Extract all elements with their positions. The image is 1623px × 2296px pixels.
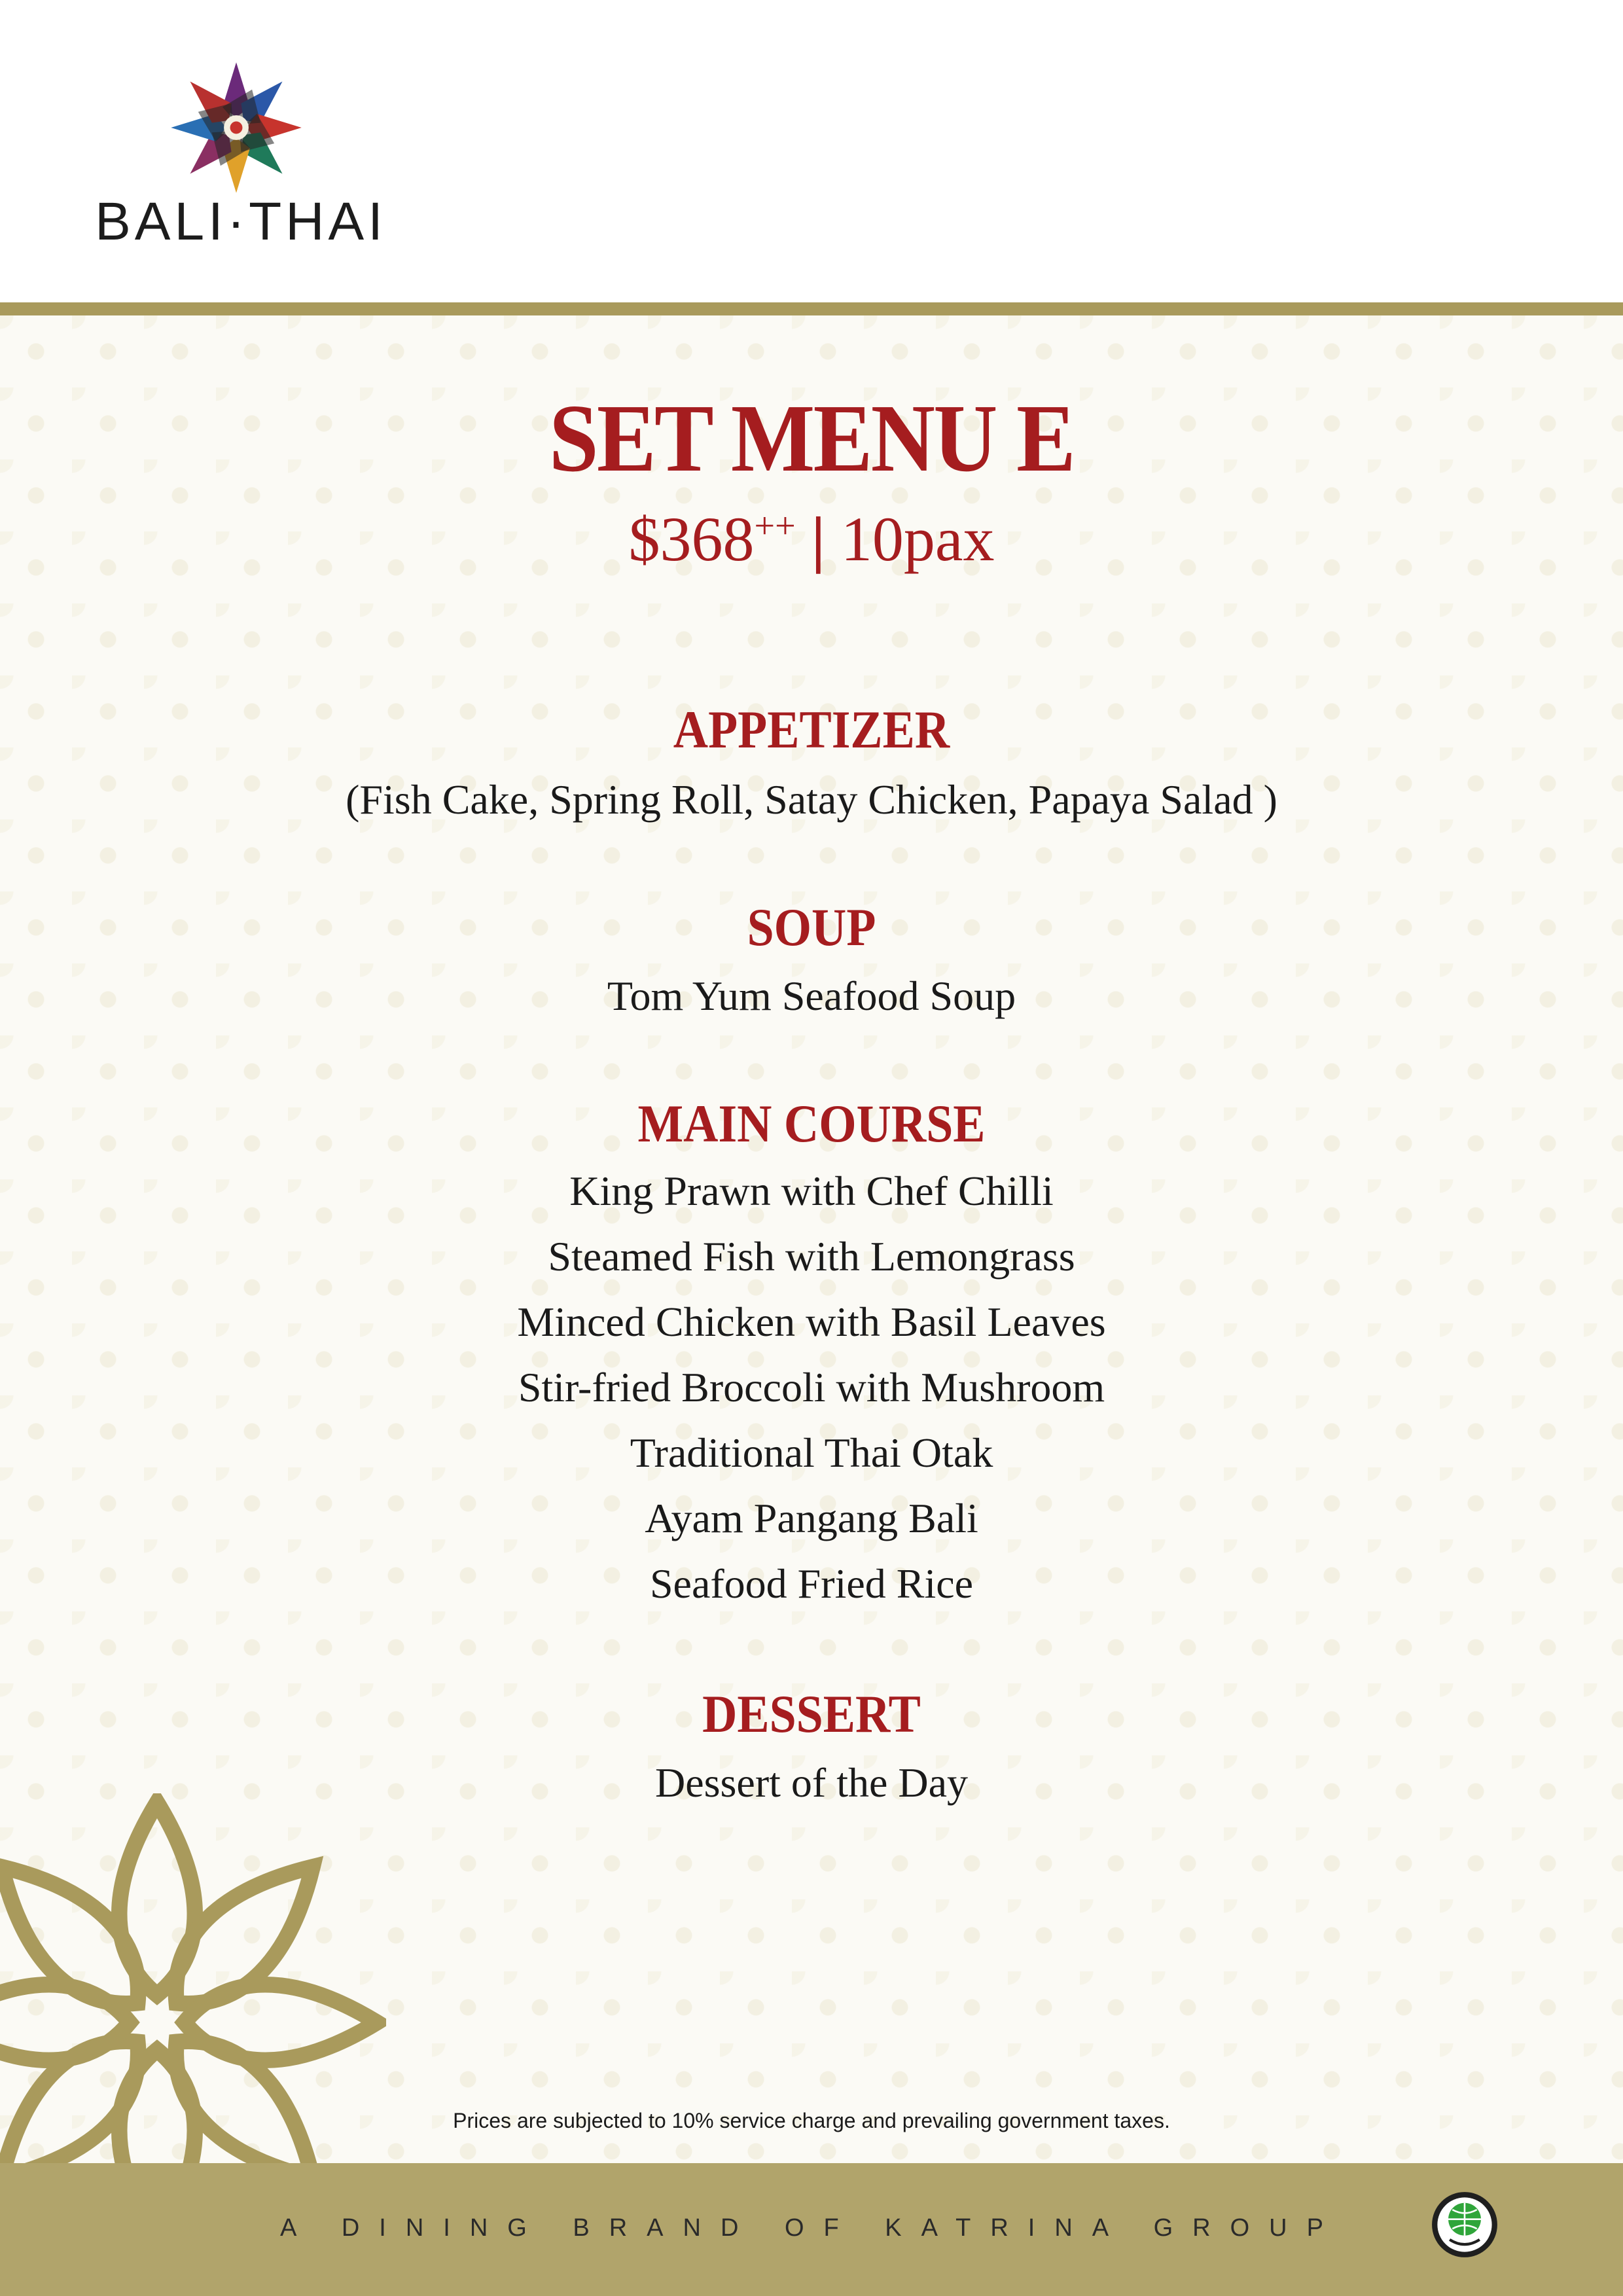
menu-item: Ayam Pangang Bali [645, 1495, 978, 1541]
menu-item: Minced Chicken with Basil Leaves [517, 1299, 1106, 1345]
pax-count: 10pax [840, 504, 995, 574]
brand-logo-text: BALI·THAI [95, 192, 387, 251]
section-heading-appetizer: APPETIZER [673, 700, 950, 759]
header-divider [0, 302, 1623, 315]
section-heading-main-course: MAIN COURSE [637, 1094, 986, 1153]
price-disclaimer: Prices are subjected to 10% service charge and prevailing government taxes. [453, 2109, 1170, 2132]
footer-bar [0, 2163, 1623, 2296]
menu-item: Stir-fried Broccoli with Mushroom [518, 1364, 1105, 1410]
menu-item: Dessert of the Day [654, 1759, 969, 1806]
menu-item: Traditional Thai Otak [630, 1429, 993, 1476]
menu-price [0, 503, 1623, 575]
menu-item: Tom Yum Seafood Soup [607, 973, 1016, 1019]
menu-item: Seafood Fried Rice [649, 1560, 974, 1607]
section-heading-dessert: DESSERT [702, 1684, 921, 1744]
section-heading-soup: SOUP [747, 897, 876, 957]
menu-item: Steamed Fish with Lemongrass [548, 1233, 1075, 1280]
footer-tagline: A DINING BRAND OF KATRINA GROUP [280, 2214, 1343, 2242]
price-suffix: ++ [754, 506, 796, 547]
halal-certification-icon [1431, 2191, 1499, 2259]
menu-title: SET MENU E [548, 385, 1075, 492]
main-course-list [0, 1158, 1623, 1617]
lotus-star-logo-icon [168, 59, 305, 196]
price-separator: | [811, 504, 825, 574]
price-value: $368 [628, 504, 755, 574]
menu-item: (Fish Cake, Spring Roll, Satay Chicken, Papaya Salad ) [346, 776, 1277, 823]
header [0, 0, 1623, 302]
menu-item: King Prawn with Chef Chilli [569, 1168, 1054, 1214]
